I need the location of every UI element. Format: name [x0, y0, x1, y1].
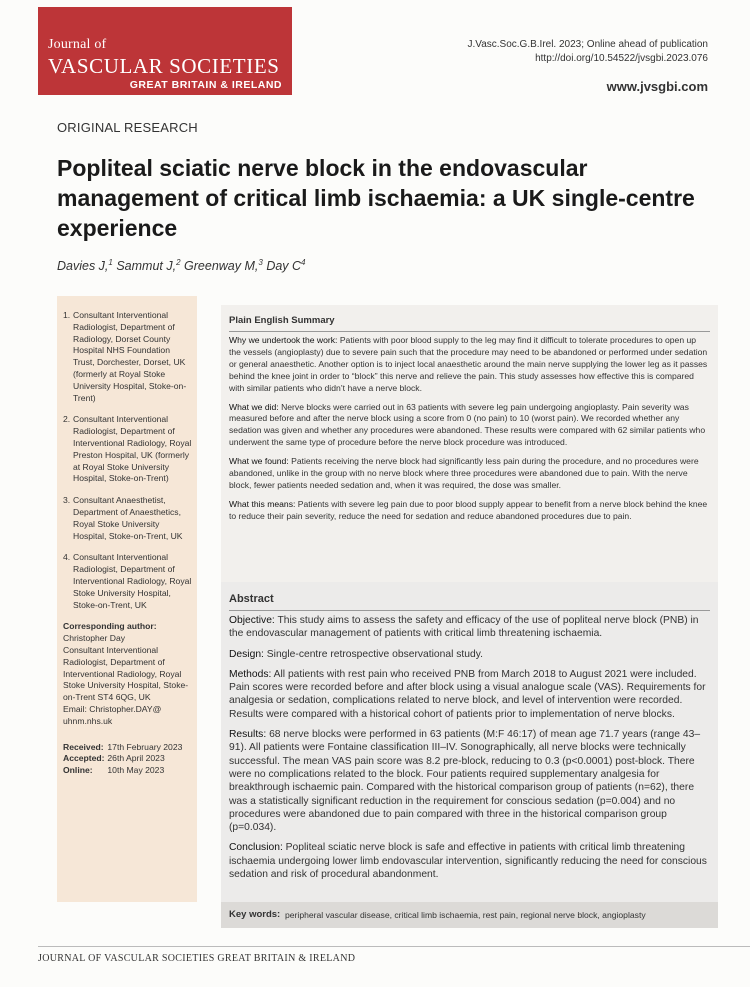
date-value: 10th May 2023: [107, 765, 165, 776]
abstract-text: This study aims to assess the safety and efficacy of the use of popliteal nerve block (PNB) in the endovascular management of patients with critical limb threatening ischaemia.: [229, 615, 699, 640]
author-sup: 4: [301, 258, 306, 267]
affiliation-item: [63, 310, 193, 404]
journal-logo: [38, 7, 292, 95]
summary-paragraph: [229, 499, 710, 523]
summary-label: Why we undertook the work:: [229, 335, 338, 345]
author-name: Greenway M,: [184, 259, 259, 274]
summary-paragraph: [229, 456, 710, 492]
author-name: Day C: [266, 259, 302, 274]
affiliation-item: [63, 552, 193, 611]
abstract-divider: [229, 610, 710, 611]
date-label: Received:: [63, 741, 104, 752]
page-footer: JOURNAL OF VASCULAR SOCIETIES GREAT BRITAIN & IRELAND: [38, 953, 356, 964]
corresponding-text: Christopher Day Consultant Interventional Radiologist, Department of Interventional Radiology, Royal Stoke University Hospital, Stoke-on-Trent ST4 6QG, UK Email: Christopher.DAY@ uhnm.nhs.uk: [63, 633, 189, 726]
affiliation-text: Consultant Anaesthetist, Department of Anaesthetics, Royal Stoke University Hospital, Stoke-on-Trent, UK: [73, 495, 183, 541]
affiliations-list: [57, 296, 197, 611]
abstract-text: Single-centre retrospective observational study.: [263, 648, 483, 660]
date-value: 26th April 2023: [107, 753, 165, 764]
summary-paragraph: [229, 402, 710, 450]
summary-divider: [229, 331, 710, 332]
abstract-paragraph: [229, 841, 710, 881]
abstract-paragraph: [229, 728, 710, 834]
author-name: Sammut J,: [116, 259, 177, 274]
doi-link[interactable]: http://doi.org/10.54522/jvsgbi.2023.076: [535, 53, 708, 64]
summary-label: What this means:: [229, 498, 296, 509]
keywords-bar: [221, 902, 718, 928]
summary-text: Patients with poor blood supply to the leg may find it difficult to tolerate procedures to open up the vessels (angioplasty) due to severe pain such that the procedure may need to be abandoned or performed under sedation or general anaesthetic. Another option is to inject local anaesthetic around the main nerve supplying the lower leg as it passes behind the knee joint in order to “block” this nerve and relieve the pain. This study assesses how effective this is compared with similar patients who didn’t have a nerve block.: [229, 335, 708, 393]
abstract-label: Objective:: [229, 615, 275, 626]
abstract-panel: [221, 582, 718, 902]
date-row: [63, 765, 193, 777]
logo-line-3: GREAT BRITAIN & IRELAND: [129, 79, 282, 91]
affiliation-number: 2.: [63, 414, 71, 425]
footer-divider: [38, 946, 750, 947]
corresponding-heading: Corresponding author:: [63, 621, 157, 632]
keywords-label: Key words:: [229, 909, 281, 920]
summary-body: [229, 335, 710, 530]
abstract-label: Conclusion:: [229, 842, 283, 854]
affiliation-text: Consultant Interventional Radiologist, Department of Interventional Radiology, Royal Stoke University Hospital, Stoke-on-Trent, UK: [73, 552, 192, 610]
abstract-paragraph: [229, 668, 710, 721]
author-sup: 3: [258, 258, 263, 267]
affiliation-number: 3.: [63, 495, 71, 506]
date-value: 17th February 2023: [107, 741, 183, 752]
abstract-body: [229, 614, 710, 888]
author-sup: 2: [176, 258, 181, 267]
article-title: Popliteal sciatic nerve block in the endovascular management of critical limb ischaemia: a UK single-centre experience: [57, 155, 695, 241]
summary-text: Patients with severe leg pain due to poor blood supply appear to benefit from a nerve block behind the knee to reduce their pain severity, reduce the need for sedation and reduce abandoned procedures due to pain.: [229, 498, 708, 521]
affiliation-item: [63, 414, 193, 485]
abstract-text: All patients with rest pain who received PNB from March 2018 to August 2021 were included. Pain scores were recorded before and after block using a visual analogue scale (VAS). Requirements for analgesia or sedation, complications related to nerve block, and level of intervention were recorded. Results were compared with a historical cohort of patients prior to implementation of nerve blocks.: [229, 668, 706, 720]
logo-line-1: Journal of: [48, 37, 107, 52]
abstract-label: Methods:: [229, 668, 272, 680]
affiliation-number: 4.: [63, 552, 71, 563]
abstract-text: 68 nerve blocks were performed in 63 patients (M:F 46:17) of mean age 71.7 years (range 43–91). All patients were Fontaine classification III–IV. Sonographically, all nerve blocks were technically successful. The mean VAS pain score was 8.2 pre-block, reducing to 0.3 (p<0.0001) post-block. There were no complications related to the block. Four patients required supplementary analgesia for breakthrough ischaemic pain. Compared with the historical comparison group of patients (n=62), there was a statistically significant reduction in the requirement for conscious sedation (p=0.004) and no procedures were abandoned due to pain compared with three in the historical comparison group (p=0.034).: [229, 729, 701, 834]
summary-label: What we found:: [229, 456, 289, 467]
logo-line-2: VASCULAR SOCIETIES: [48, 54, 280, 78]
date-label: Accepted:: [63, 753, 105, 764]
website-link[interactable]: www.jvsgbi.com: [606, 79, 708, 94]
corresponding-author: [57, 621, 197, 727]
summary-text: Patients receiving the nerve block had significantly less pain during the procedure, and no procedures were abandoned, unlike in the group with no nerve block where three procedures were abandoned due to pain. With the nerve block, fewer patients needed sedation and, when it was required, the dose was smaller.: [229, 456, 699, 490]
abstract-label: Results:: [229, 729, 267, 741]
date-row: [63, 753, 193, 765]
affiliation-item: [63, 495, 193, 542]
author-list: [57, 258, 306, 273]
date-row: [63, 742, 193, 754]
citation-info: [467, 38, 708, 66]
citation-line: J.Vasc.Soc.G.B.Irel. 2023; Online ahead of publication: [467, 39, 708, 50]
date-label: Online:: [63, 765, 93, 776]
publication-dates: [57, 728, 197, 777]
abstract-text: Popliteal sciatic nerve block is safe and effective in patients with critical limb threatening ischaemia undergoing lower limb endovascular intervention, significantly reducing the need for conscious sedation and risk of procedural abandonment.: [229, 842, 707, 881]
author-sup: 1: [108, 258, 113, 267]
sidebar-panel: [57, 296, 197, 902]
abstract-paragraph: [229, 648, 710, 661]
abstract-paragraph: [229, 614, 710, 641]
affiliation-text: Consultant Interventional Radiologist, Department of Radiology, Dorset County Hospital NHS Foundation Trust, Dorchester, Dorset, UK (formerly at Royal Stoke University Hospital, Stoke-on-Trent): [73, 310, 187, 403]
summary-text: Nerve blocks were carried out in 63 patients with severe leg pain undergoing angioplasty. Pain severity was measured before and after the nerve block using a score from 0 (no pain) to 10 (worst pain). We recorded whether any sedation was given and whether any procedures were abandoned. These results were compared with 62 similar patients who underwent the same type of procedure before the nerve block procedure was introduced.: [229, 401, 706, 448]
affiliation-text: Consultant Interventional Radiologist, Department of Interventional Radiology, Royal Preston Hospital, UK (formerly at Royal Stoke University Hospital, Stoke-on-Trent): [73, 414, 192, 484]
section-label: ORIGINAL RESEARCH: [57, 120, 198, 135]
summary-paragraph: [229, 335, 710, 395]
summary-label: What we did:: [229, 401, 279, 412]
summary-heading: Plain English Summary: [229, 315, 335, 326]
author-name: Davies J,: [57, 259, 109, 274]
abstract-label: Design:: [229, 648, 264, 660]
plain-english-summary: [221, 305, 718, 582]
abstract-heading: Abstract: [229, 593, 274, 605]
keywords-text: peripheral vascular disease, critical limb ischaemia, rest pain, regional nerve block, angioplasty: [285, 910, 646, 920]
affiliation-number: 1.: [63, 310, 71, 320]
